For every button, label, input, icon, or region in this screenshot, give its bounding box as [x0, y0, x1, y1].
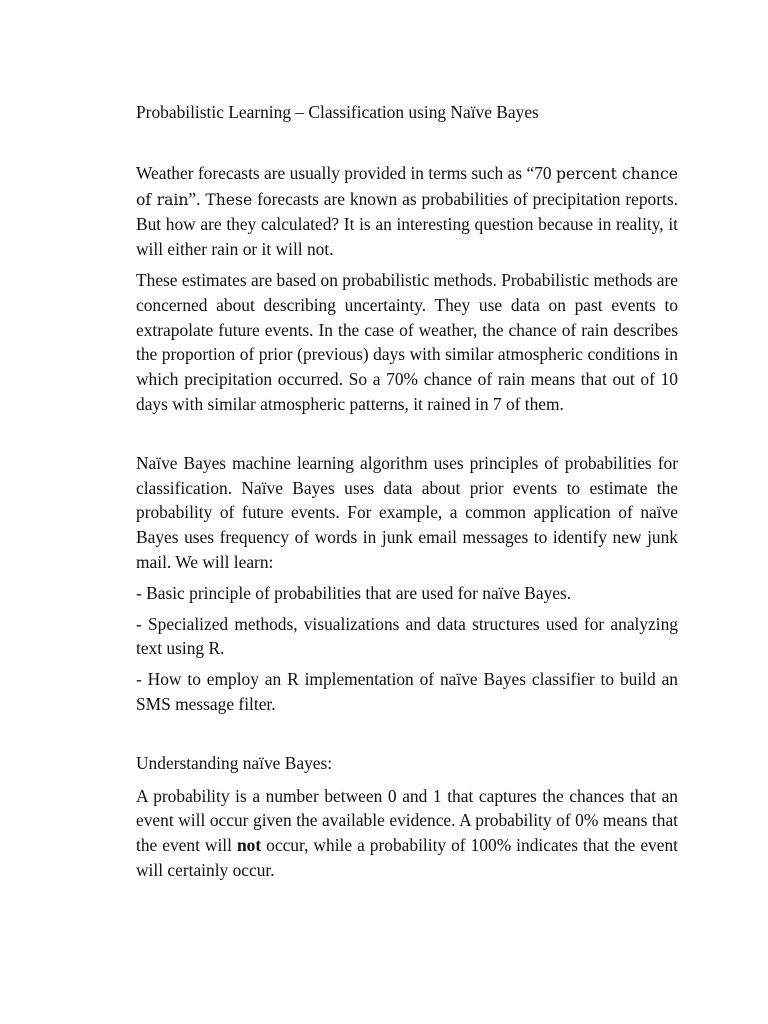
bullet-item-1: - Basic principle of probabilities that are used for naïve Bayes. — [136, 582, 572, 603]
bullet-item-3: - How to employ an R implementation of naïve Bayes classifier to build an SMS message filter. — [136, 669, 678, 714]
paragraph-weather-forecasts — [136, 161, 678, 262]
paragraph-naive-bayes-intro: Naïve Bayes machine learning algorithm uses principles of probabilities for classification. Naïve Bayes uses data about prior events to estimate the probability of future events. For example, a common application of naïve Bayes uses frequency of words in junk email messages to identify new junk mail. We will learn: — [136, 452, 678, 572]
para4-text-a: A probability is a number between 0 and 1 that captures the chances that an event will occur given the available evidence. A probability of 0% means that the event will — [136, 785, 678, 856]
document-title: Probabilistic Learning – Classification using Naïve Bayes — [136, 102, 539, 122]
section-heading: Understanding naïve Bayes: — [136, 752, 333, 773]
para1-text-a: Weather forecasts are usually provided in terms such as “70 — [136, 162, 552, 183]
para1-quote-phrase: percent chance of rain — [136, 164, 678, 209]
paragraph-probabilistic-methods: These estimates are based on probabilistic methods. Probabilistic methods are concerned about describing uncertainty. They use data on past events to extrapolate future events. In the case of weather, the chance of rain describes the proportion of prior (previous) days with similar atmospheric conditions in which precipitation occurred. So a 70% chance of rain means that out of 10 days with similar atmospheric patterns, it rained in 7 of them. — [136, 269, 678, 414]
para1-text-b: ”. — [188, 188, 206, 209]
para4-bold-not: not — [236, 835, 262, 856]
paragraph-probability-definition — [136, 784, 678, 883]
para1-text-c: forecasts are known as probabilities of precipitation reports. But how are they calculated? It is an interesting question because in reality, it will either rain or it will not. — [136, 188, 678, 260]
bullet-item-2: - Specialized methods, visualizations and data structures used for analyzing text using R. — [136, 613, 678, 659]
para4-text-b: occur, while a probability of 100% indicates that the event will certainly occur. — [136, 835, 678, 880]
document-page — [136, 100, 678, 891]
para1-these: These — [205, 190, 253, 209]
